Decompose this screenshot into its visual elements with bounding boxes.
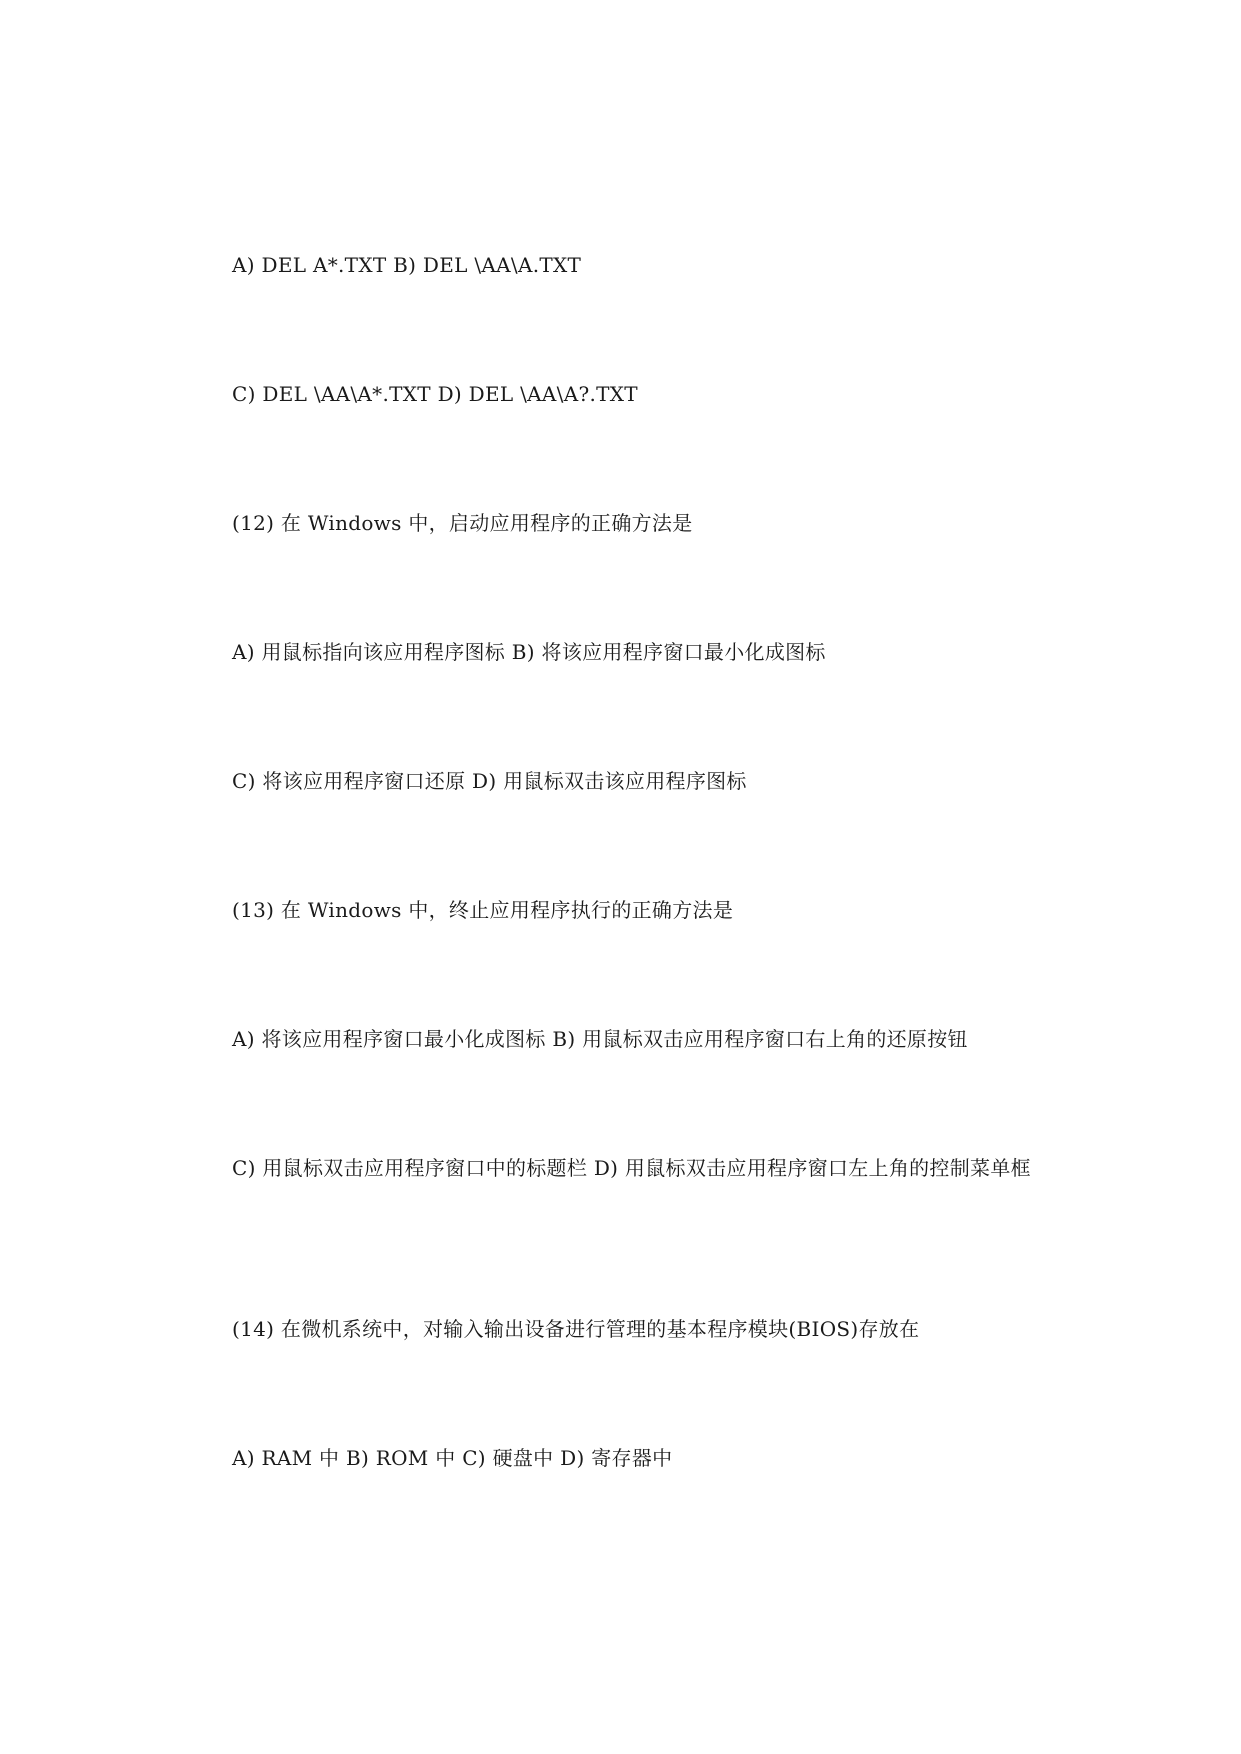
q13-question: (13) 在 Windows 中，终止应用程序执行的正确方法是 [232, 898, 734, 922]
q13-options-ab: A) 将该应用程序窗口最小化成图标 B) 用鼠标双击应用程序窗口右上角的还原按钮 [232, 1027, 968, 1051]
q12-options-cd: C) 将该应用程序窗口还原 D) 用鼠标双击该应用程序图标 [232, 769, 747, 793]
q14-options: A) RAM 中 B) ROM 中 C) 硬盘中 D) 寄存器中 [232, 1446, 673, 1470]
q12-question: (12) 在 Windows 中，启动应用程序的正确方法是 [232, 511, 693, 535]
q14-question: (14) 在微机系统中，对输入输出设备进行管理的基本程序模块(BIOS)存放在 [232, 1317, 920, 1341]
q11-options-ab: A) DEL A*.TXT B) DEL \AA\A.TXT [232, 253, 582, 277]
q13-options-cd: C) 用鼠标双击应用程序窗口中的标题栏 D) 用鼠标双击应用程序窗口左上角的控制菜单框 [232, 1156, 1031, 1180]
q11-options-cd: C) DEL \AA\A*.TXT D) DEL \AA\A?.TXT [232, 382, 638, 406]
q12-options-ab: A) 用鼠标指向该应用程序图标 B) 将该应用程序窗口最小化成图标 [232, 640, 826, 664]
